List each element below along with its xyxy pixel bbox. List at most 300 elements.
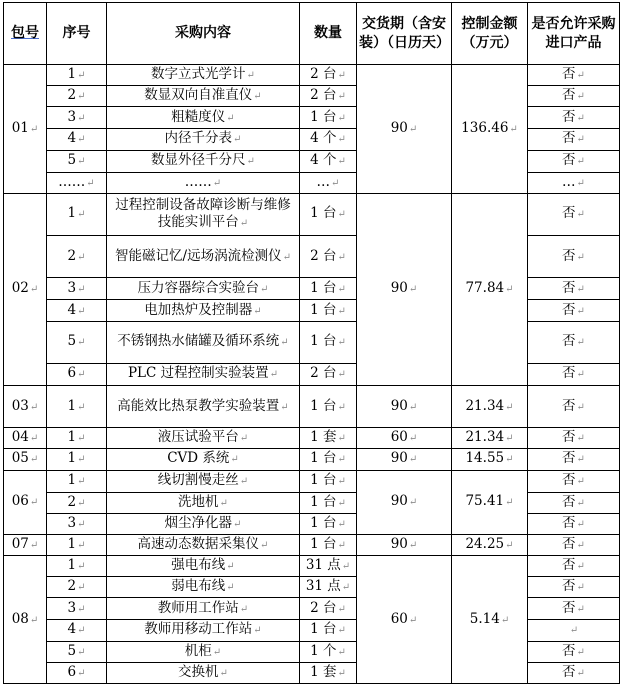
quantity-cell-text: 2 台 [310, 247, 337, 264]
paragraph-mark-icon: ↵ [576, 177, 585, 189]
seq-cell-text: …… [58, 173, 86, 190]
package-no-cell [4, 193, 47, 385]
table-row [4, 513, 620, 534]
paragraph-mark-icon: ↵ [29, 284, 39, 296]
import-allowed-cell-text: 否 [562, 535, 576, 552]
import-allowed-cell [528, 363, 620, 385]
paragraph-mark-icon: ↵ [77, 625, 86, 637]
paragraph-mark-icon: ↵ [576, 476, 585, 488]
table-row [4, 556, 620, 577]
paragraph-mark-icon: ↵ [337, 646, 346, 658]
paragraph-mark-icon: ↵ [29, 401, 39, 413]
paragraph-mark-icon: ↵ [576, 337, 585, 349]
amount-cell-text: 21.34 [465, 429, 505, 446]
quantity-cell-text: 4 个 [310, 130, 337, 147]
package-no-cell-text: 04 [11, 429, 29, 446]
header-delivery: 交货期（含安装）（日历天） [357, 3, 452, 65]
paragraph-mark-icon: ↵ [576, 401, 585, 413]
paragraph-mark-icon: ↵ [337, 70, 346, 82]
paragraph-mark-icon: ↵ [253, 91, 262, 103]
import-allowed-cell-text: 否 [562, 599, 576, 616]
amount-cell [452, 428, 528, 449]
import-allowed-cell-text: 否 [562, 66, 576, 83]
import-allowed-cell-text: 否 [562, 301, 576, 318]
item-name-cell [107, 150, 300, 172]
quantity-cell [300, 513, 357, 534]
paragraph-mark-icon: ↵ [219, 667, 228, 679]
import-allowed-cell-text: 否 [562, 365, 576, 382]
paragraph-mark-icon: ↵ [337, 433, 346, 445]
paragraph-mark-icon: ↵ [576, 667, 585, 679]
paragraph-mark-icon: ↵ [77, 91, 86, 103]
delivery-cell [357, 556, 452, 684]
paragraph-mark-icon: ↵ [29, 433, 39, 445]
import-allowed-cell-text: … [562, 173, 576, 190]
paragraph-mark-icon: ↵ [505, 401, 514, 413]
item-name-cell [107, 449, 300, 470]
paragraph-mark-icon: ↵ [505, 454, 514, 466]
paragraph-mark-icon: ↵ [29, 539, 39, 551]
quantity-cell [300, 598, 357, 620]
seq-cell-text: 3 [67, 599, 77, 616]
import-allowed-cell [528, 150, 620, 172]
import-allowed-cell [528, 577, 620, 598]
seq-cell-text: 1 [67, 66, 77, 83]
paragraph-mark-icon: ↵ [337, 305, 346, 317]
quantity-cell [300, 620, 357, 641]
seq-cell-text: 2 [67, 578, 77, 595]
quantity-cell [300, 107, 357, 129]
table-row [4, 492, 620, 513]
seq-cell-text: 1 [67, 397, 77, 414]
paragraph-mark-icon: ↵ [408, 123, 418, 135]
import-allowed-cell-text: 否 [562, 450, 576, 467]
quantity-cell-text: 1 台 [310, 205, 337, 222]
quantity-cell-text: 1 个 [310, 642, 337, 659]
item-name-cell-text: 数字立式光学计 [151, 66, 246, 83]
seq-cell-text: 2 [67, 247, 77, 264]
import-allowed-cell-text: 否 [562, 493, 576, 510]
paragraph-mark-icon: ↵ [260, 539, 269, 551]
seq-cell [47, 172, 107, 193]
paragraph-mark-icon: ↵ [408, 433, 418, 445]
table-row [4, 150, 620, 172]
amount-cell [452, 534, 528, 555]
item-name-cell-text: 高能效比热泵教学实验装置 [117, 397, 280, 414]
table-header [4, 3, 620, 65]
paragraph-mark-icon: ↵ [331, 177, 340, 189]
paragraph-mark-icon: ↵ [282, 251, 291, 263]
paragraph-mark-icon: ↵ [337, 156, 346, 168]
paragraph-mark-icon: ↵ [576, 454, 585, 466]
table-row [4, 321, 620, 363]
amount-cell-text: 5.14 [469, 610, 500, 627]
item-name-cell [107, 86, 300, 107]
paragraph-mark-icon: ↵ [239, 433, 249, 445]
package-no-cell-text: 05 [11, 450, 29, 467]
seq-cell-text: 3 [67, 514, 77, 531]
quantity-cell-text: 1 套 [310, 429, 337, 446]
paragraph-mark-icon: ↵ [86, 177, 95, 189]
package-no-cell [4, 534, 47, 555]
quantity-cell [300, 300, 357, 321]
paragraph-mark-icon: ↵ [337, 497, 346, 509]
quantity-cell-text: 1 台 [310, 450, 337, 467]
quantity-cell-text: 31 点 [305, 578, 341, 595]
delivery-cell [357, 534, 452, 555]
paragraph-mark-icon: ↵ [408, 454, 418, 466]
header-quantity: 数量 [300, 3, 357, 65]
header-amount: 控制金额（万元） [452, 3, 528, 65]
item-name-cell [107, 300, 300, 321]
paragraph-mark-icon: ↵ [77, 337, 86, 349]
paragraph-mark-icon: ↵ [505, 433, 514, 445]
package-no-cell-text: 08 [11, 610, 29, 627]
paragraph-mark-icon: ↵ [576, 561, 585, 573]
item-name-cell-text: 电加热炉及控制器 [144, 301, 253, 318]
item-name-cell [107, 620, 300, 641]
amount-cell-text: 14.55 [465, 450, 505, 467]
item-name-cell-text: 粗糙度仪 [171, 108, 226, 125]
paragraph-mark-icon: ↵ [576, 582, 585, 594]
item-name-cell-text: 教师用移动工作站 [144, 621, 253, 638]
paragraph-mark-icon: ↵ [77, 251, 86, 263]
item-name-cell [107, 65, 300, 86]
paragraph-mark-icon: ↵ [77, 369, 86, 381]
item-name-cell [107, 385, 300, 427]
seq-cell [47, 193, 107, 235]
paragraph-mark-icon: ↵ [77, 561, 86, 573]
quantity-cell [300, 556, 357, 577]
package-no-cell-text: 06 [11, 493, 29, 510]
seq-cell-text: 1 [67, 429, 77, 446]
import-allowed-cell [528, 492, 620, 513]
seq-cell-text: 4 [67, 621, 77, 638]
paragraph-mark-icon: ↵ [77, 667, 86, 679]
item-name-cell-text: 交换机 [178, 663, 219, 680]
item-name-cell [107, 662, 300, 683]
import-allowed-cell-text: 否 [562, 87, 576, 104]
seq-cell-text: 5 [67, 333, 77, 350]
seq-cell [47, 385, 107, 427]
import-allowed-cell-text: 否 [562, 514, 576, 531]
amount-cell-text: 136.46 [461, 119, 509, 136]
import-allowed-cell-text: 否 [562, 333, 576, 350]
item-name-cell-text: 机柜 [184, 642, 212, 659]
import-allowed-cell [528, 236, 620, 278]
quantity-cell [300, 534, 357, 555]
quantity-cell [300, 193, 357, 235]
seq-cell-text: 3 [67, 279, 77, 296]
import-allowed-cell [528, 428, 620, 449]
paragraph-mark-icon: ↵ [246, 70, 255, 82]
header-import-allowed: 是否允许采购进口产品 [528, 3, 620, 65]
paragraph-mark-icon: ↵ [246, 156, 255, 168]
import-allowed-cell-text: 否 [562, 642, 576, 659]
paragraph-mark-icon: ↵ [576, 603, 585, 615]
item-name-cell-text: 数显外径千分尺 [151, 152, 246, 169]
seq-cell [47, 300, 107, 321]
quantity-cell-text: 1 台 [310, 397, 337, 414]
paragraph-mark-icon: ↵ [77, 70, 86, 82]
quantity-cell [300, 65, 357, 86]
quantity-cell-text: 1 台 [310, 621, 337, 638]
item-name-cell-text: 烟尘净化器 [164, 514, 233, 531]
package-no-cell [4, 65, 47, 194]
table-row [4, 662, 620, 683]
import-allowed-cell [528, 534, 620, 555]
paragraph-mark-icon: ↵ [576, 283, 585, 295]
seq-cell-text: 1 [67, 535, 77, 552]
item-name-cell [107, 513, 300, 534]
amount-cell [452, 65, 528, 194]
paragraph-mark-icon: ↵ [29, 497, 39, 509]
quantity-cell-text: 1 台 [310, 279, 337, 296]
amount-cell [452, 449, 528, 470]
package-no-cell [4, 428, 47, 449]
amount-cell [452, 193, 528, 385]
paragraph-mark-icon: ↵ [408, 539, 418, 551]
paragraph-mark-icon: ↵ [77, 433, 86, 445]
paragraph-mark-icon: ↵ [569, 625, 579, 637]
import-allowed-cell [528, 300, 620, 321]
paragraph-mark-icon: ↵ [576, 433, 585, 445]
package-no-cell [4, 449, 47, 470]
quantity-cell-text: 2 台 [310, 599, 337, 616]
quantity-cell-text: … [316, 173, 331, 190]
package-no-cell [4, 470, 47, 534]
header-seq-no: 序号 [47, 3, 107, 65]
quantity-cell [300, 86, 357, 107]
item-name-cell-text: 数显双向自准直仪 [144, 87, 253, 104]
seq-cell-text: 5 [67, 642, 77, 659]
table-row [4, 363, 620, 385]
item-name-cell [107, 107, 300, 129]
paragraph-mark-icon: ↵ [341, 582, 351, 594]
quantity-cell [300, 492, 357, 513]
delivery-cell [357, 193, 452, 385]
paragraph-mark-icon: ↵ [337, 625, 346, 637]
quantity-cell [300, 662, 357, 683]
import-allowed-cell-text: 否 [562, 397, 576, 414]
paragraph-mark-icon: ↵ [260, 283, 269, 295]
paragraph-mark-icon: ↵ [269, 369, 279, 381]
paragraph-mark-icon: ↵ [576, 91, 585, 103]
quantity-cell-text: 2 台 [310, 66, 337, 83]
paragraph-mark-icon: ↵ [337, 134, 346, 146]
paragraph-mark-icon: ↵ [576, 209, 585, 221]
paragraph-mark-icon: ↵ [576, 112, 585, 124]
item-name-cell-text: 高速动态数据采集仪 [137, 535, 260, 552]
quantity-cell [300, 129, 357, 150]
quantity-cell-text: 1 台 [310, 333, 337, 350]
paragraph-mark-icon: ↵ [77, 401, 86, 413]
paragraph-mark-icon: ↵ [77, 454, 86, 466]
table-row [4, 534, 620, 555]
paragraph-mark-icon: ↵ [505, 539, 514, 551]
delivery-cell-text: 90 [390, 493, 408, 510]
table-row [4, 236, 620, 278]
paragraph-mark-icon: ↵ [337, 454, 346, 466]
paragraph-mark-icon: ↵ [280, 401, 289, 413]
paragraph-mark-icon: ↵ [77, 156, 86, 168]
item-name-cell-text: 线切割慢走丝 [157, 472, 239, 489]
paragraph-mark-icon: ↵ [77, 539, 86, 551]
paragraph-mark-icon: ↵ [337, 112, 346, 124]
item-name-cell [107, 193, 300, 235]
import-allowed-cell-text: 否 [562, 663, 576, 680]
seq-cell [47, 598, 107, 620]
table-row [4, 129, 620, 150]
paragraph-mark-icon: ↵ [239, 476, 249, 488]
table-row [4, 107, 620, 129]
import-allowed-cell [528, 470, 620, 492]
amount-cell [452, 470, 528, 534]
paragraph-mark-icon: ↵ [253, 305, 262, 317]
table-row [4, 470, 620, 492]
paragraph-mark-icon: ↵ [219, 497, 228, 509]
seq-cell [47, 363, 107, 385]
quantity-cell-text: 1 台 [310, 514, 337, 531]
delivery-cell [357, 385, 452, 427]
table-row [4, 598, 620, 620]
item-name-cell [107, 577, 300, 598]
paragraph-mark-icon: ↵ [239, 603, 249, 615]
paragraph-mark-icon: ↵ [29, 454, 39, 466]
paragraph-mark-icon: ↵ [576, 251, 585, 263]
quantity-cell-text: 1 台 [310, 472, 337, 489]
import-allowed-cell [528, 513, 620, 534]
paragraph-mark-icon: ↵ [29, 614, 39, 626]
seq-cell [47, 641, 107, 662]
seq-cell-text: 1 [67, 205, 77, 222]
paragraph-mark-icon: ↵ [509, 123, 518, 135]
import-allowed-cell-text: 否 [562, 247, 576, 264]
package-no-cell-text: 02 [11, 280, 29, 297]
quantity-cell [300, 278, 357, 300]
seq-cell-text: 2 [67, 493, 77, 510]
import-allowed-cell [528, 278, 620, 300]
seq-cell-text: 6 [67, 663, 77, 680]
paragraph-mark-icon: ↵ [576, 70, 585, 82]
paragraph-mark-icon: ↵ [337, 337, 346, 349]
table-row [4, 641, 620, 662]
delivery-cell [357, 428, 452, 449]
item-name-cell-text: 压力容器综合实验台 [137, 279, 260, 296]
table-row [4, 278, 620, 300]
amount-cell [452, 385, 528, 427]
delivery-cell-text: 60 [390, 429, 408, 446]
seq-cell [47, 449, 107, 470]
paragraph-mark-icon: ↵ [77, 283, 86, 295]
paragraph-mark-icon: ↵ [337, 401, 346, 413]
paragraph-mark-icon: ↵ [505, 284, 514, 296]
import-allowed-cell-text: 否 [562, 279, 576, 296]
amount-cell-text: 77.84 [465, 280, 505, 297]
import-allowed-cell [528, 556, 620, 577]
table-row [4, 86, 620, 107]
delivery-cell [357, 470, 452, 534]
seq-cell [47, 65, 107, 86]
item-name-cell [107, 534, 300, 555]
quantity-cell [300, 641, 357, 662]
delivery-cell-text: 90 [390, 535, 408, 552]
item-name-cell-text: 内径千分表 [164, 130, 233, 147]
paragraph-mark-icon: ↵ [576, 134, 585, 146]
seq-cell [47, 492, 107, 513]
import-allowed-cell-text: 否 [562, 472, 576, 489]
seq-cell-text: 6 [67, 365, 77, 382]
item-name-cell [107, 129, 300, 150]
paragraph-mark-icon: ↵ [576, 518, 585, 530]
table-body [4, 65, 620, 684]
import-allowed-cell [528, 449, 620, 470]
paragraph-mark-icon: ↵ [341, 561, 351, 573]
amount-cell-text: 75.41 [465, 493, 505, 510]
import-allowed-cell-text: 否 [562, 578, 576, 595]
paragraph-mark-icon: ↵ [337, 476, 346, 488]
paragraph-mark-icon: ↵ [337, 603, 346, 615]
table-row [4, 172, 620, 193]
import-allowed-cell [528, 172, 620, 193]
seq-cell [47, 620, 107, 641]
seq-cell [47, 534, 107, 555]
paragraph-mark-icon: ↵ [576, 646, 585, 658]
paragraph-mark-icon: ↵ [576, 497, 585, 509]
item-name-cell-text: 不锈钢热水储罐及循环系统 [117, 333, 280, 350]
paragraph-mark-icon: ↵ [253, 625, 262, 637]
item-name-cell [107, 236, 300, 278]
paragraph-mark-icon: ↵ [212, 177, 222, 189]
paragraph-mark-icon: ↵ [337, 539, 346, 551]
paragraph-mark-icon: ↵ [233, 518, 242, 530]
paragraph-mark-icon: ↵ [408, 497, 418, 509]
paragraph-mark-icon: ↵ [77, 497, 86, 509]
table-row [4, 65, 620, 86]
paragraph-mark-icon: ↵ [337, 518, 346, 530]
paragraph-mark-icon: ↵ [77, 112, 86, 124]
import-allowed-cell [528, 662, 620, 683]
amount-cell [452, 556, 528, 684]
import-allowed-cell-text: 否 [562, 130, 576, 147]
quantity-cell-text: 1 台 [310, 493, 337, 510]
package-no-cell [4, 556, 47, 684]
quantity-cell [300, 363, 357, 385]
package-no-cell-text: 07 [11, 535, 29, 552]
quantity-cell-text: 4 个 [310, 152, 337, 169]
paragraph-mark-icon: ↵ [77, 646, 86, 658]
seq-cell [47, 556, 107, 577]
delivery-cell-text: 90 [390, 450, 408, 467]
delivery-cell-text: 90 [390, 119, 408, 136]
table-row [4, 620, 620, 641]
quantity-cell-text: 31 点 [305, 557, 341, 574]
paragraph-mark-icon: ↵ [280, 337, 289, 349]
header-content: 采购内容 [107, 3, 300, 65]
procurement-table [3, 2, 620, 684]
item-name-cell [107, 428, 300, 449]
paragraph-mark-icon: ↵ [77, 134, 86, 146]
table-row [4, 428, 620, 449]
header-package-no: 包号 [4, 3, 47, 65]
item-name-cell-text: PLC 过程控制实验装置 [127, 365, 269, 382]
quantity-cell-text: 1 台 [310, 535, 337, 552]
quantity-cell-text: 2 台 [310, 87, 337, 104]
import-allowed-cell-text: 否 [562, 108, 576, 125]
item-name-cell [107, 470, 300, 492]
quantity-cell [300, 150, 357, 172]
seq-cell-text: 1 [67, 557, 77, 574]
